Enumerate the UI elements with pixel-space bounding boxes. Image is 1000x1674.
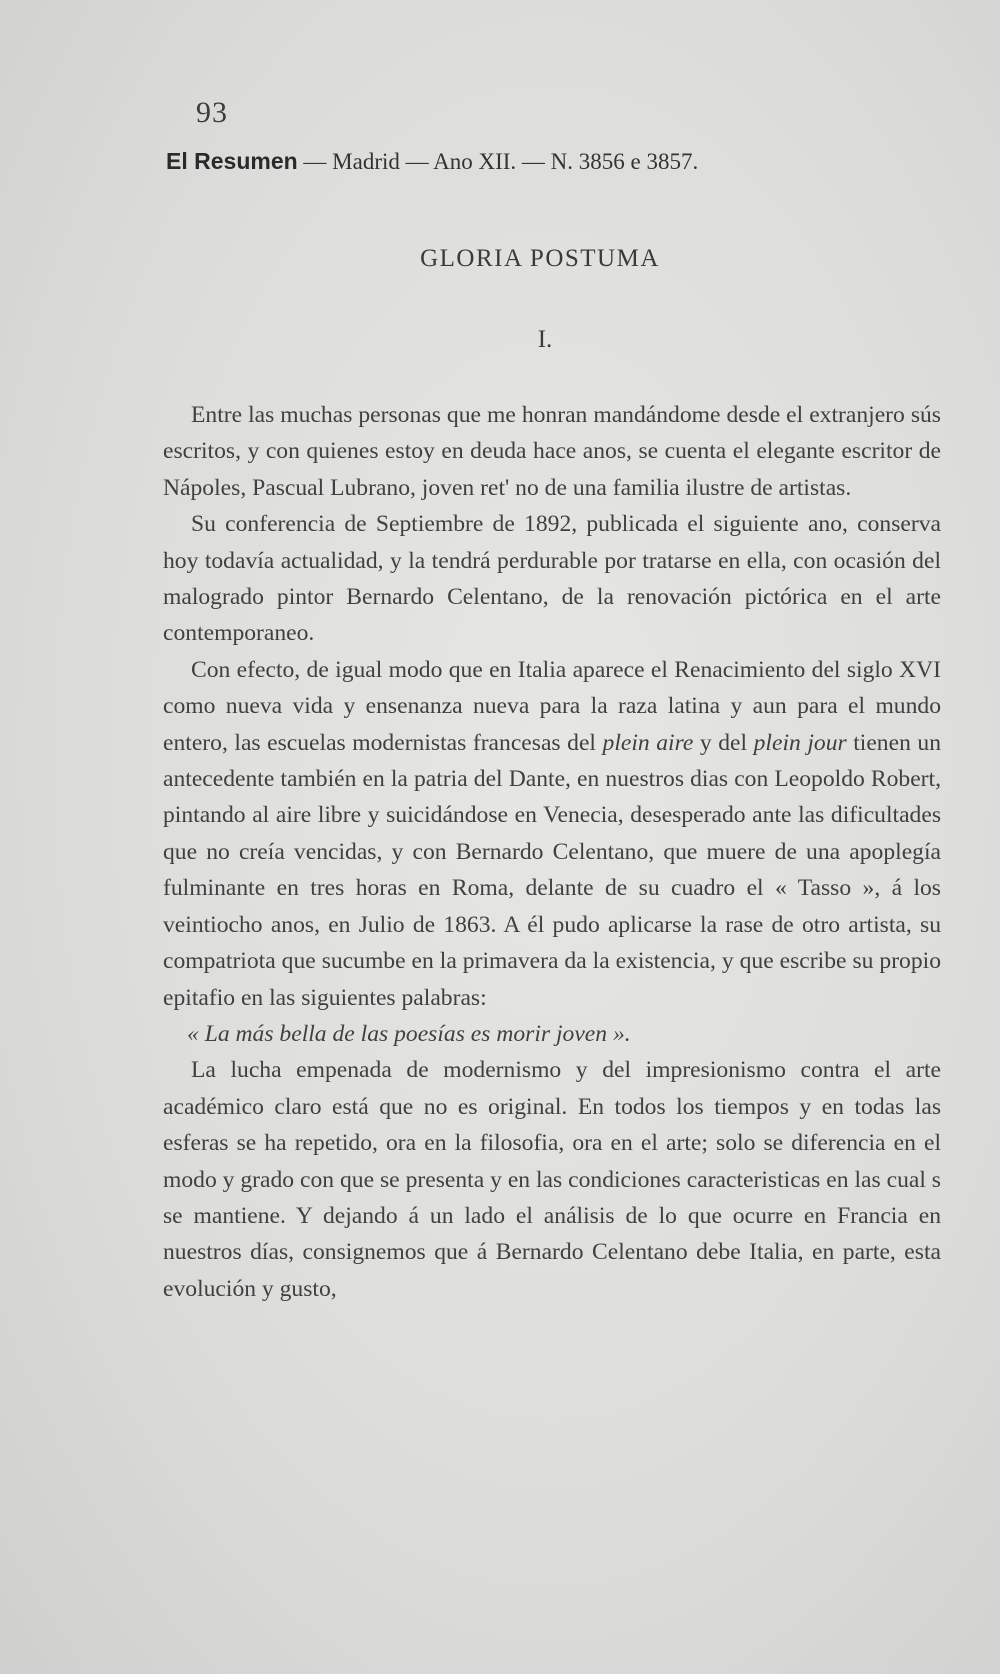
article-title: GLORIA POSTUMA — [420, 245, 660, 272]
page-header — [166, 148, 698, 175]
header-details: — Madrid — Ano XII. — N. 3856 e 3857. — [297, 149, 699, 174]
epitaph-quote: « La más bella de las poesías es morir joven ». — [187, 1020, 631, 1047]
paragraph-5: La lucha empenada de modernismo y del impresionismo contra el arte académico claro está que no es original. En todos los tiempos y en todas las esferas se ha repetido, ora en la filosofia, ora en el arte; solo se diferencia en el modo y grado con que se presenta y en las condiciones caracteristicas en las cual s se mantiene. Y dejando á un lado el análisis de lo que ocurre en Francia en nuestros días, consignemos que á Bernardo Celentano debe Italia, en parte, esta evolución y gusto, — [163, 1057, 941, 1302]
paragraph-3-part-3: tienen un antecedente también en la patria del Dante, en nuestros dias con Leopoldo Robert, pintando al aire libre y suicidándose en Venecia, desesperado ante las dificultades que no creía vencidas, y con Bernardo Celentano, que muere de una apoplegía fulminante en tres horas en Roma, delante de su cuadro el « Tasso », á los veintiocho anos, en Julio de 1863. A él pudo aplicarse la rase de otro artista, su compatriota que sucumbe en la primavera da la existencia, y que escribe su propio epitafio en las siguientes palabras: — [163, 729, 941, 1011]
italic-plein-aire: plein aire — [602, 729, 694, 756]
journal-name: El Resumen — [166, 148, 298, 174]
italic-plein-jour: plein jour — [753, 729, 847, 756]
paragraph-2: Su conferencia de Septiembre de 1892, publicada el siguiente ano, conserva hoy todavía actualidad, y la tendrá perdurable por tratarse en ella, con ocasión del malogrado pintor Bernardo Celentano, de la renovación pictórica en el arte contemporaneo. — [163, 511, 941, 647]
paragraph-3 — [163, 652, 941, 1016]
section-number: I. — [537, 326, 553, 353]
paragraph-1: Entre las muchas personas que me honran mandándome desde el extranjero sús escritos, y con quienes estoy en deuda hace anos, se cuenta el elegante escritor de Nápoles, Pascual Lubrano, joven ret' no de una familia ilustre de artistas. — [163, 402, 941, 501]
paragraph-3-part-2: y del — [693, 729, 754, 756]
paragraph-3-part-1: Con efecto, de igual modo que en Italia aparece el Renacimiento del siglo XVI como nueva vida y ensenanza nueva para la raza latina y aun para el mundo entero, las escuelas modernistas francesas del — [163, 656, 941, 756]
article-body — [163, 397, 941, 1307]
page-number: 93 — [196, 96, 228, 129]
